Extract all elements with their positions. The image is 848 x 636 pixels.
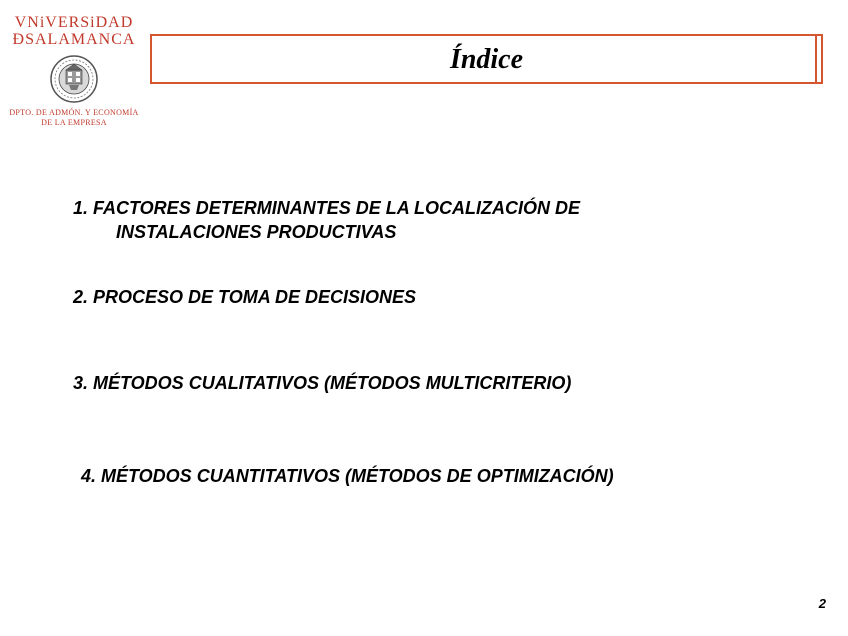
department-line-2: DE LA EMPRESA: [41, 118, 107, 127]
index-item-2-text: 2. PROCESO DE TOMA DE DECISIONES: [73, 287, 417, 307]
university-logo: [0, 14, 148, 128]
page-title: Índice: [449, 44, 524, 75]
index-item-3: [73, 371, 571, 395]
index-item-1: [73, 196, 580, 244]
index-item-4-text: 4. MÉTODOS CUANTITATIVOS (MÉTODOS DE OPTIMIZACIÓN): [81, 466, 614, 486]
index-item-2: [73, 285, 416, 309]
page-number: 2: [818, 596, 826, 611]
logo-line-2: ÐSALAMANCA: [12, 31, 136, 48]
index-item-4: [81, 464, 614, 488]
university-seal-icon: [49, 54, 99, 104]
logo-line-1: VNiVERSiDAD: [14, 14, 134, 31]
index-item-1-line-2: INSTALACIONES PRODUCTIVAS: [116, 222, 397, 242]
department-line-1: DPTO. DE ADMÓN. Y ECONOMÍA: [9, 108, 139, 117]
index-item-3-text: 3. MÉTODOS CUALITATIVOS (MÉTODOS MULTICRITERIO): [73, 373, 572, 393]
department-name: [0, 108, 148, 128]
index-item-1-line-1: 1. FACTORES DETERMINANTES DE LA LOCALIZACIÓN DE: [73, 198, 581, 218]
